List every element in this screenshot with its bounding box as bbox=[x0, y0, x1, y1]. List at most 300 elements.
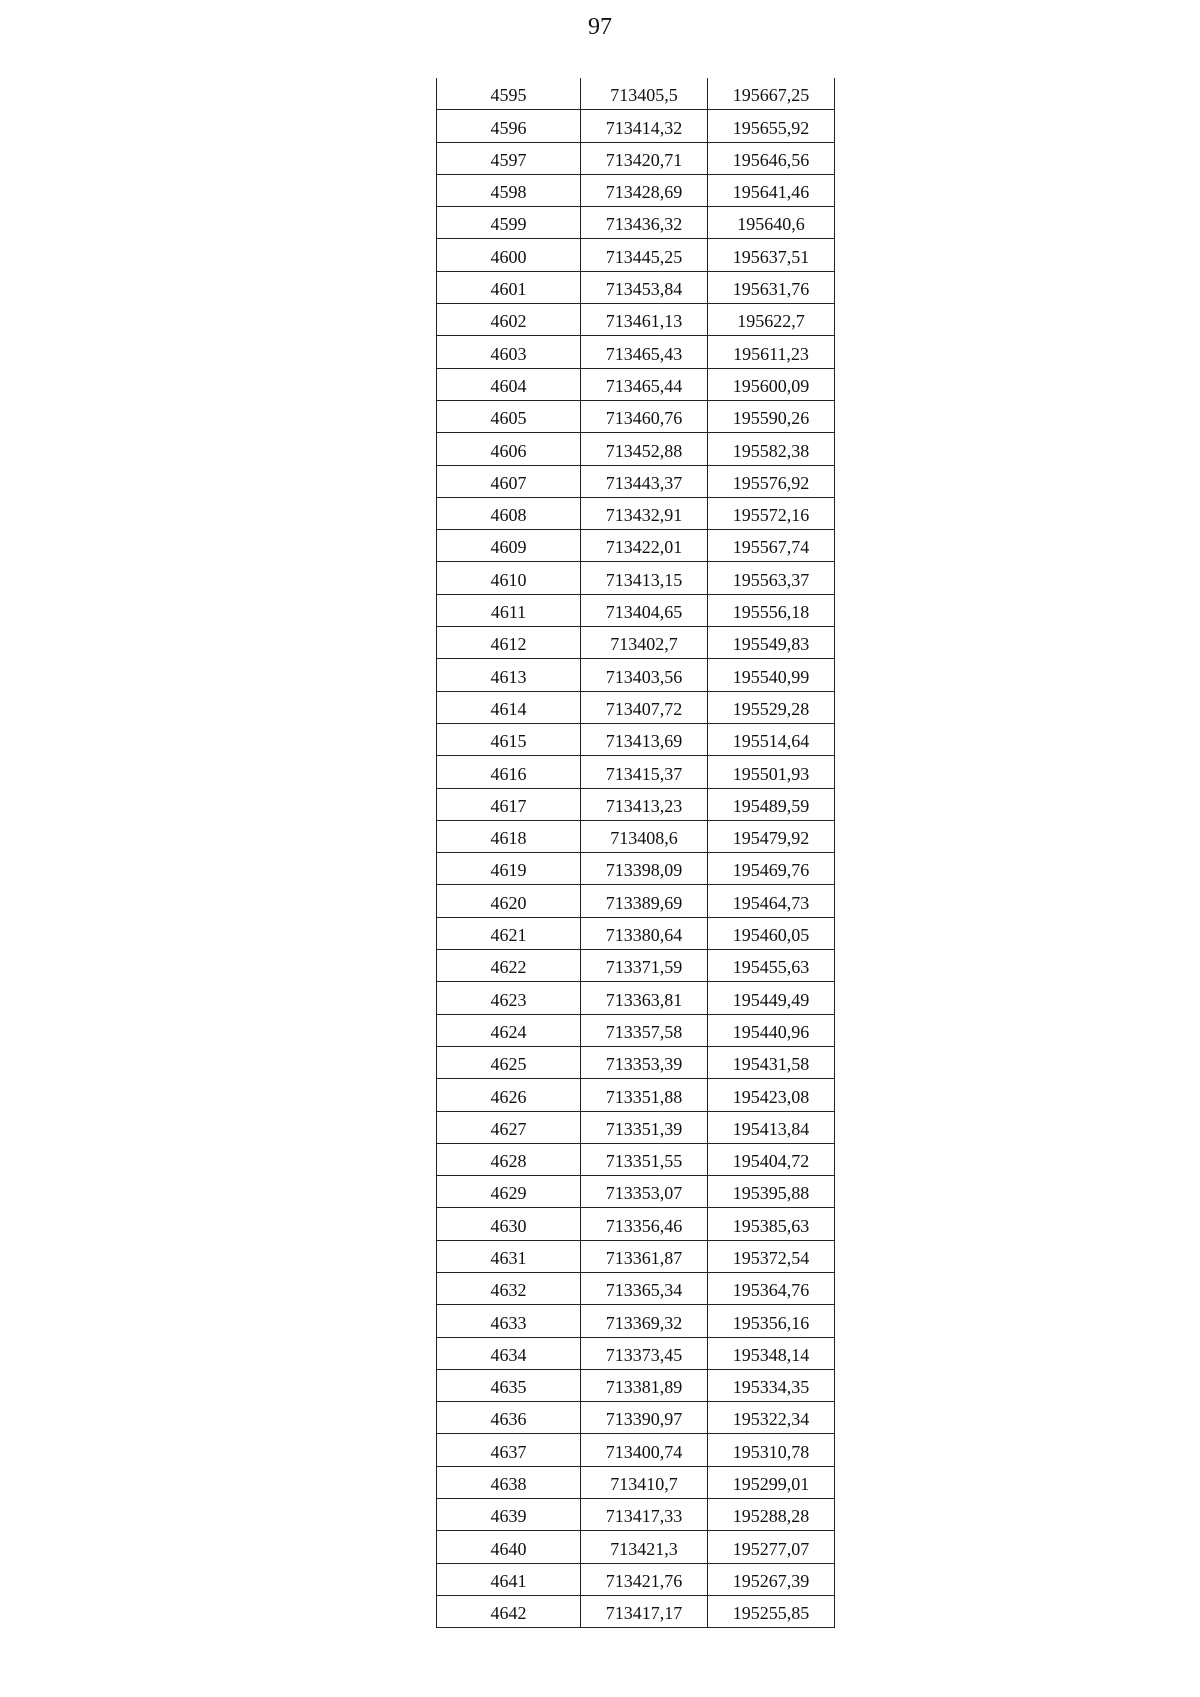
y-coordinate-value: 195640,6 bbox=[737, 214, 805, 235]
point-number-cell bbox=[437, 239, 581, 271]
point-number-cell bbox=[437, 950, 581, 982]
point-number-cell bbox=[437, 594, 581, 626]
point-number-value: 4628 bbox=[490, 1151, 527, 1172]
x-coordinate-value: 713353,39 bbox=[605, 1054, 683, 1075]
table-row bbox=[437, 917, 835, 949]
x-coordinate-cell bbox=[581, 820, 708, 852]
x-coordinate-value: 713405,5 bbox=[610, 85, 678, 106]
x-coordinate-value: 713445,25 bbox=[605, 246, 683, 267]
x-coordinate-value: 713357,58 bbox=[605, 1021, 683, 1042]
x-coordinate-value: 713432,91 bbox=[605, 505, 683, 526]
y-coordinate-value: 195556,18 bbox=[732, 602, 810, 623]
x-coordinate-cell bbox=[581, 594, 708, 626]
x-coordinate-cell bbox=[581, 1466, 708, 1498]
y-coordinate-value: 195489,59 bbox=[732, 795, 810, 816]
point-number-value: 4612 bbox=[490, 634, 527, 655]
x-coordinate-value: 713465,43 bbox=[605, 343, 683, 364]
y-coordinate-value: 195479,92 bbox=[732, 828, 810, 849]
point-number-value: 4601 bbox=[490, 279, 527, 300]
point-number-value: 4636 bbox=[490, 1409, 527, 1430]
y-coordinate-cell bbox=[708, 950, 835, 982]
x-coordinate-cell bbox=[581, 723, 708, 755]
point-number-cell bbox=[437, 659, 581, 691]
x-coordinate-cell bbox=[581, 1305, 708, 1337]
point-number-value: 4624 bbox=[490, 1021, 527, 1042]
y-coordinate-cell bbox=[708, 1402, 835, 1434]
table-row bbox=[437, 723, 835, 755]
table-row bbox=[437, 1079, 835, 1111]
point-number-value: 4613 bbox=[490, 666, 527, 687]
y-coordinate-value: 195590,26 bbox=[732, 408, 810, 429]
x-coordinate-cell bbox=[581, 207, 708, 239]
table-row bbox=[437, 1466, 835, 1498]
x-coordinate-value: 713351,55 bbox=[605, 1151, 683, 1172]
x-coordinate-cell bbox=[581, 1434, 708, 1466]
x-coordinate-cell bbox=[581, 497, 708, 529]
x-coordinate-cell bbox=[581, 788, 708, 820]
point-number-cell bbox=[437, 1499, 581, 1531]
x-coordinate-cell bbox=[581, 142, 708, 174]
point-number-value: 4622 bbox=[490, 957, 527, 978]
point-number-cell bbox=[437, 1337, 581, 1369]
point-number-cell bbox=[437, 982, 581, 1014]
point-number-cell bbox=[437, 400, 581, 432]
table-row bbox=[437, 433, 835, 465]
y-coordinate-value: 195288,28 bbox=[732, 1506, 810, 1527]
y-coordinate-value: 195255,85 bbox=[732, 1603, 810, 1624]
point-number-value: 4631 bbox=[490, 1247, 527, 1268]
y-coordinate-cell bbox=[708, 530, 835, 562]
table-row bbox=[437, 756, 835, 788]
point-number-value: 4618 bbox=[490, 828, 527, 849]
x-coordinate-value: 713365,34 bbox=[605, 1280, 683, 1301]
y-coordinate-cell bbox=[708, 1143, 835, 1175]
table-row bbox=[437, 336, 835, 368]
point-number-cell bbox=[437, 562, 581, 594]
x-coordinate-cell bbox=[581, 433, 708, 465]
x-coordinate-value: 713413,23 bbox=[605, 795, 683, 816]
point-number-value: 4632 bbox=[490, 1280, 527, 1301]
x-coordinate-value: 713420,71 bbox=[605, 149, 683, 170]
y-coordinate-cell bbox=[708, 1563, 835, 1595]
point-number-cell bbox=[437, 917, 581, 949]
x-coordinate-cell bbox=[581, 1014, 708, 1046]
table-row bbox=[437, 1240, 835, 1272]
y-coordinate-cell bbox=[708, 400, 835, 432]
x-coordinate-cell bbox=[581, 304, 708, 336]
y-coordinate-cell bbox=[708, 1434, 835, 1466]
y-coordinate-value: 195572,16 bbox=[732, 505, 810, 526]
y-coordinate-cell bbox=[708, 1499, 835, 1531]
x-coordinate-cell bbox=[581, 1079, 708, 1111]
table-row bbox=[437, 982, 835, 1014]
y-coordinate-cell bbox=[708, 723, 835, 755]
y-coordinate-value: 195464,73 bbox=[732, 892, 810, 913]
x-coordinate-value: 713461,13 bbox=[605, 311, 683, 332]
point-number-value: 4603 bbox=[490, 343, 527, 364]
x-coordinate-value: 713351,88 bbox=[605, 1086, 683, 1107]
x-coordinate-cell bbox=[581, 368, 708, 400]
x-coordinate-cell bbox=[581, 1369, 708, 1401]
x-coordinate-value: 713414,32 bbox=[605, 117, 683, 138]
point-number-cell bbox=[437, 336, 581, 368]
y-coordinate-value: 195460,05 bbox=[732, 925, 810, 946]
y-coordinate-value: 195404,72 bbox=[732, 1151, 810, 1172]
y-coordinate-value: 195549,83 bbox=[732, 634, 810, 655]
point-number-cell bbox=[437, 271, 581, 303]
point-number-value: 4629 bbox=[490, 1183, 527, 1204]
point-number-value: 4623 bbox=[490, 989, 527, 1010]
y-coordinate-cell bbox=[708, 1111, 835, 1143]
y-coordinate-value: 195540,99 bbox=[732, 666, 810, 687]
y-coordinate-value: 195372,54 bbox=[732, 1247, 810, 1268]
table-row bbox=[437, 271, 835, 303]
point-number-cell bbox=[437, 142, 581, 174]
x-coordinate-value: 713413,69 bbox=[605, 731, 683, 752]
point-number-cell bbox=[437, 304, 581, 336]
point-number-cell bbox=[437, 174, 581, 206]
page-number: 97 bbox=[588, 14, 612, 40]
table-row bbox=[437, 1595, 835, 1627]
point-number-value: 4627 bbox=[490, 1118, 527, 1139]
y-coordinate-value: 195641,46 bbox=[732, 182, 810, 203]
x-coordinate-value: 713417,33 bbox=[605, 1506, 683, 1527]
point-number-value: 4611 bbox=[490, 602, 527, 623]
table-row bbox=[437, 594, 835, 626]
x-coordinate-value: 713381,89 bbox=[605, 1377, 683, 1398]
y-coordinate-value: 195334,35 bbox=[732, 1377, 810, 1398]
y-coordinate-cell bbox=[708, 659, 835, 691]
point-number-value: 4606 bbox=[490, 440, 527, 461]
point-number-value: 4625 bbox=[490, 1054, 527, 1075]
table-row bbox=[437, 1369, 835, 1401]
x-coordinate-cell bbox=[581, 1402, 708, 1434]
x-coordinate-value: 713369,32 bbox=[605, 1312, 683, 1333]
y-coordinate-cell bbox=[708, 1079, 835, 1111]
x-coordinate-value: 713400,74 bbox=[605, 1441, 683, 1462]
y-coordinate-cell bbox=[708, 207, 835, 239]
x-coordinate-value: 713422,01 bbox=[605, 537, 683, 558]
x-coordinate-cell bbox=[581, 174, 708, 206]
x-coordinate-value: 713390,97 bbox=[605, 1409, 683, 1430]
y-coordinate-cell bbox=[708, 465, 835, 497]
table-row bbox=[437, 78, 835, 110]
x-coordinate-value: 713417,17 bbox=[605, 1603, 683, 1624]
point-number-cell bbox=[437, 1111, 581, 1143]
x-coordinate-cell bbox=[581, 917, 708, 949]
table-row bbox=[437, 691, 835, 723]
x-coordinate-value: 713452,88 bbox=[605, 440, 683, 461]
point-number-value: 4596 bbox=[490, 117, 527, 138]
point-number-value: 4638 bbox=[490, 1474, 527, 1495]
point-number-value: 4600 bbox=[490, 246, 527, 267]
table-row bbox=[437, 465, 835, 497]
y-coordinate-cell bbox=[708, 1240, 835, 1272]
table-row bbox=[437, 1176, 835, 1208]
point-number-cell bbox=[437, 78, 581, 110]
point-number-cell bbox=[437, 368, 581, 400]
x-coordinate-cell bbox=[581, 465, 708, 497]
table-row bbox=[437, 950, 835, 982]
y-coordinate-value: 195576,92 bbox=[732, 472, 810, 493]
point-number-value: 4639 bbox=[490, 1506, 527, 1527]
x-coordinate-value: 713443,37 bbox=[605, 472, 683, 493]
y-coordinate-value: 195582,38 bbox=[732, 440, 810, 461]
point-number-value: 4607 bbox=[490, 472, 527, 493]
x-coordinate-cell bbox=[581, 853, 708, 885]
y-coordinate-value: 195267,39 bbox=[732, 1570, 810, 1591]
y-coordinate-value: 195514,64 bbox=[732, 731, 810, 752]
x-coordinate-value: 713408,6 bbox=[610, 828, 678, 849]
y-coordinate-value: 195310,78 bbox=[732, 1441, 810, 1462]
table-row bbox=[437, 1563, 835, 1595]
y-coordinate-value: 195449,49 bbox=[732, 989, 810, 1010]
table-row bbox=[437, 659, 835, 691]
x-coordinate-cell bbox=[581, 659, 708, 691]
y-coordinate-cell bbox=[708, 562, 835, 594]
x-coordinate-cell bbox=[581, 1499, 708, 1531]
y-coordinate-value: 195385,63 bbox=[732, 1215, 810, 1236]
y-coordinate-value: 195469,76 bbox=[732, 860, 810, 881]
table-row bbox=[437, 562, 835, 594]
point-number-value: 4616 bbox=[490, 763, 527, 784]
point-number-cell bbox=[437, 207, 581, 239]
y-coordinate-cell bbox=[708, 174, 835, 206]
point-number-cell bbox=[437, 788, 581, 820]
y-coordinate-cell bbox=[708, 1337, 835, 1369]
x-coordinate-value: 713356,46 bbox=[605, 1215, 683, 1236]
point-number-cell bbox=[437, 1208, 581, 1240]
point-number-cell bbox=[437, 691, 581, 723]
x-coordinate-value: 713402,7 bbox=[610, 634, 678, 655]
point-number-cell bbox=[437, 1402, 581, 1434]
table-row bbox=[437, 530, 835, 562]
x-coordinate-value: 713465,44 bbox=[605, 375, 683, 396]
x-coordinate-cell bbox=[581, 562, 708, 594]
x-coordinate-value: 713363,81 bbox=[605, 989, 683, 1010]
point-number-value: 4615 bbox=[490, 731, 527, 752]
y-coordinate-value: 195655,92 bbox=[732, 117, 810, 138]
y-coordinate-cell bbox=[708, 368, 835, 400]
x-coordinate-value: 713410,7 bbox=[610, 1474, 678, 1495]
y-coordinate-cell bbox=[708, 594, 835, 626]
x-coordinate-cell bbox=[581, 1046, 708, 1078]
table-row bbox=[437, 142, 835, 174]
x-coordinate-value: 713421,76 bbox=[605, 1570, 683, 1591]
y-coordinate-cell bbox=[708, 756, 835, 788]
y-coordinate-cell bbox=[708, 1046, 835, 1078]
y-coordinate-cell bbox=[708, 497, 835, 529]
x-coordinate-value: 713371,59 bbox=[605, 957, 683, 978]
point-number-value: 4595 bbox=[490, 85, 527, 106]
point-number-value: 4604 bbox=[490, 375, 527, 396]
y-coordinate-value: 195440,96 bbox=[732, 1021, 810, 1042]
x-coordinate-value: 713404,65 bbox=[605, 602, 683, 623]
y-coordinate-cell bbox=[708, 110, 835, 142]
table-row bbox=[437, 853, 835, 885]
y-coordinate-cell bbox=[708, 1531, 835, 1563]
point-number-cell bbox=[437, 885, 581, 917]
point-number-value: 4634 bbox=[490, 1344, 527, 1365]
y-coordinate-value: 195423,08 bbox=[732, 1086, 810, 1107]
y-coordinate-cell bbox=[708, 627, 835, 659]
point-number-cell bbox=[437, 1466, 581, 1498]
point-number-cell bbox=[437, 1531, 581, 1563]
point-number-value: 4640 bbox=[490, 1538, 527, 1559]
table-row bbox=[437, 885, 835, 917]
y-coordinate-value: 195646,56 bbox=[732, 149, 810, 170]
y-coordinate-cell bbox=[708, 239, 835, 271]
y-coordinate-cell bbox=[708, 271, 835, 303]
y-coordinate-value: 195356,16 bbox=[732, 1312, 810, 1333]
point-number-cell bbox=[437, 110, 581, 142]
x-coordinate-value: 713407,72 bbox=[605, 698, 683, 719]
y-coordinate-cell bbox=[708, 885, 835, 917]
y-coordinate-cell bbox=[708, 304, 835, 336]
x-coordinate-cell bbox=[581, 1595, 708, 1627]
point-number-cell bbox=[437, 465, 581, 497]
y-coordinate-cell bbox=[708, 1595, 835, 1627]
point-number-cell bbox=[437, 433, 581, 465]
table-row bbox=[437, 1014, 835, 1046]
y-coordinate-value: 195567,74 bbox=[732, 537, 810, 558]
table-row bbox=[437, 207, 835, 239]
table-row bbox=[437, 497, 835, 529]
table-row bbox=[437, 174, 835, 206]
point-number-cell bbox=[437, 1046, 581, 1078]
x-coordinate-value: 713421,3 bbox=[610, 1538, 678, 1559]
coordinates-table bbox=[436, 78, 835, 1628]
point-number-value: 4605 bbox=[490, 408, 527, 429]
x-coordinate-value: 713403,56 bbox=[605, 666, 683, 687]
y-coordinate-value: 195395,88 bbox=[732, 1183, 810, 1204]
x-coordinate-value: 713453,84 bbox=[605, 279, 683, 300]
point-number-cell bbox=[437, 1143, 581, 1175]
table-row bbox=[437, 239, 835, 271]
y-coordinate-cell bbox=[708, 853, 835, 885]
point-number-cell bbox=[437, 853, 581, 885]
x-coordinate-value: 713460,76 bbox=[605, 408, 683, 429]
point-number-value: 4609 bbox=[490, 537, 527, 558]
y-coordinate-cell bbox=[708, 982, 835, 1014]
x-coordinate-cell bbox=[581, 400, 708, 432]
y-coordinate-cell bbox=[708, 433, 835, 465]
y-coordinate-cell bbox=[708, 78, 835, 110]
x-coordinate-cell bbox=[581, 1337, 708, 1369]
point-number-cell bbox=[437, 1434, 581, 1466]
table-row bbox=[437, 1402, 835, 1434]
table-row bbox=[437, 110, 835, 142]
x-coordinate-cell bbox=[581, 1563, 708, 1595]
x-coordinate-cell bbox=[581, 530, 708, 562]
point-number-cell bbox=[437, 1240, 581, 1272]
x-coordinate-value: 713361,87 bbox=[605, 1247, 683, 1268]
y-coordinate-value: 195322,34 bbox=[732, 1409, 810, 1430]
table-row bbox=[437, 1208, 835, 1240]
y-coordinate-value: 195600,09 bbox=[732, 375, 810, 396]
x-coordinate-cell bbox=[581, 271, 708, 303]
y-coordinate-cell bbox=[708, 1305, 835, 1337]
x-coordinate-value: 713373,45 bbox=[605, 1344, 683, 1365]
point-number-cell bbox=[437, 820, 581, 852]
table-row bbox=[437, 788, 835, 820]
y-coordinate-value: 195667,25 bbox=[732, 85, 810, 106]
point-number-value: 4626 bbox=[490, 1086, 527, 1107]
point-number-value: 4617 bbox=[490, 795, 527, 816]
x-coordinate-value: 713415,37 bbox=[605, 763, 683, 784]
table-row bbox=[437, 368, 835, 400]
point-number-cell bbox=[437, 1272, 581, 1304]
x-coordinate-cell bbox=[581, 982, 708, 1014]
point-number-cell bbox=[437, 530, 581, 562]
y-coordinate-value: 195611,23 bbox=[733, 343, 809, 364]
y-coordinate-cell bbox=[708, 336, 835, 368]
point-number-value: 4642 bbox=[490, 1603, 527, 1624]
point-number-cell bbox=[437, 1079, 581, 1111]
point-number-value: 4614 bbox=[490, 698, 527, 719]
x-coordinate-value: 713380,64 bbox=[605, 925, 683, 946]
y-coordinate-cell bbox=[708, 1208, 835, 1240]
x-coordinate-cell bbox=[581, 950, 708, 982]
x-coordinate-cell bbox=[581, 78, 708, 110]
x-coordinate-value: 713398,09 bbox=[605, 860, 683, 881]
point-number-cell bbox=[437, 756, 581, 788]
table-row bbox=[437, 1305, 835, 1337]
table-row bbox=[437, 1046, 835, 1078]
x-coordinate-cell bbox=[581, 239, 708, 271]
table-row bbox=[437, 1434, 835, 1466]
y-coordinate-value: 195529,28 bbox=[732, 698, 810, 719]
x-coordinate-cell bbox=[581, 110, 708, 142]
y-coordinate-cell bbox=[708, 142, 835, 174]
point-number-cell bbox=[437, 723, 581, 755]
x-coordinate-cell bbox=[581, 1272, 708, 1304]
x-coordinate-cell bbox=[581, 1531, 708, 1563]
y-coordinate-value: 195413,84 bbox=[732, 1118, 810, 1139]
x-coordinate-value: 713389,69 bbox=[605, 892, 683, 913]
x-coordinate-cell bbox=[581, 1176, 708, 1208]
point-number-cell bbox=[437, 1563, 581, 1595]
point-number-value: 4599 bbox=[490, 214, 527, 235]
y-coordinate-value: 195631,76 bbox=[732, 279, 810, 300]
y-coordinate-value: 195364,76 bbox=[732, 1280, 810, 1301]
table-row bbox=[437, 1531, 835, 1563]
x-coordinate-value: 713428,69 bbox=[605, 182, 683, 203]
y-coordinate-value: 195622,7 bbox=[737, 311, 805, 332]
table-row bbox=[437, 1111, 835, 1143]
x-coordinate-cell bbox=[581, 691, 708, 723]
point-number-value: 4621 bbox=[490, 925, 527, 946]
y-coordinate-cell bbox=[708, 1272, 835, 1304]
point-number-value: 4610 bbox=[490, 569, 527, 590]
table-row bbox=[437, 304, 835, 336]
x-coordinate-cell bbox=[581, 756, 708, 788]
table-row bbox=[437, 820, 835, 852]
point-number-value: 4630 bbox=[490, 1215, 527, 1236]
x-coordinate-cell bbox=[581, 627, 708, 659]
x-coordinate-cell bbox=[581, 1143, 708, 1175]
point-number-value: 4602 bbox=[490, 311, 527, 332]
y-coordinate-cell bbox=[708, 1466, 835, 1498]
table-row bbox=[437, 1272, 835, 1304]
point-number-value: 4619 bbox=[490, 860, 527, 881]
y-coordinate-cell bbox=[708, 1014, 835, 1046]
x-coordinate-cell bbox=[581, 1208, 708, 1240]
y-coordinate-value: 195637,51 bbox=[732, 246, 810, 267]
table-row bbox=[437, 1143, 835, 1175]
y-coordinate-cell bbox=[708, 917, 835, 949]
point-number-value: 4637 bbox=[490, 1441, 527, 1462]
